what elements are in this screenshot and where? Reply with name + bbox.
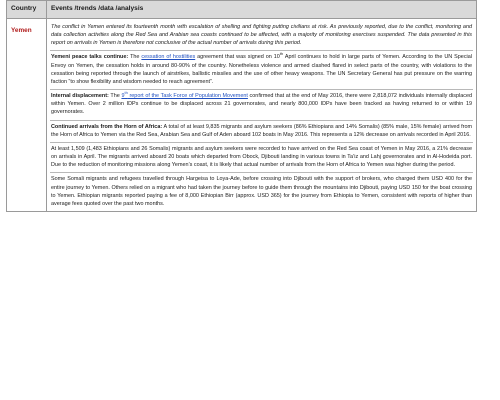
peace-text-3: April continues to hold in large parts of Yemen. According to the UN Special Envoy on Yemen, the cessation holds in around 80-90% of the country. Nonetheless violence and armed clashed flared in select parts of the country, with violations to the cessation being reported through the launch of airstrikes, ballistic missiles and the use of other heavy weapons. The UN Secretary General has put pressure on the warring faction “to show flexibility and wisdom needed to reach agreement”. bbox=[51, 54, 472, 85]
task-force-link-superscript: th bbox=[124, 90, 128, 96]
peace-talks-paragraph bbox=[50, 51, 473, 90]
country-name: Yemen bbox=[7, 19, 47, 212]
intro-paragraph: The conflict in Yemen entered its fourteenth month with escalation of shelling and fighting putting civilians at risk. As previously reported, due to the conflict, monitoring and data collection activities along the Red Sea and Arabian sea coasts continued to be affected, with a majority of monitoring exercises suspended. The data presented in this report on arrivals in Yemen is therefore not conclusive of the actual number of arrivals during this period. bbox=[50, 21, 473, 51]
table-header-row bbox=[7, 1, 477, 19]
table-row bbox=[7, 19, 477, 212]
peace-talks-heading: Yemeni peace talks continue: bbox=[51, 54, 129, 61]
events-column-header: Events /trends /data /analysis bbox=[47, 1, 477, 19]
peace-text-2: agreement that was signed on 10 bbox=[195, 54, 280, 61]
country-column-header: Country bbox=[7, 1, 47, 19]
events-cell bbox=[47, 19, 477, 212]
task-force-link-number: 9 bbox=[121, 93, 125, 100]
cessation-of-hostilities-link[interactable]: cessation of hostilities bbox=[141, 54, 196, 61]
displacement-heading: Internal displacement: bbox=[51, 93, 109, 100]
displacement-text-2: confirmed that at the end of May 2016, there were 2,818,072 individuals internally displaced within Yemen. Over 2 million IDPs continue to be displaced across 21 governorates, and nearly 800,000 IDPs have been tracked as having returned to or within 19 governorates. bbox=[51, 93, 473, 116]
displacement-paragraph bbox=[50, 90, 473, 120]
red-sea-paragraph: At least 1,509 (1,483 Ethiopians and 26 Somalis) migrants and asylum seekers were recorded to have arrived on the Red Sea coast of Yemen in May 2016, a 21% decrease on arrivals in April. The migrants arrived aboard 20 boats which departed from Obock, Djibouti landing in various towns in Ta’iz and Lahj governorates and in Al-Hodeida port. Due to the reduction of monitoring missions along Yemen’s coast, it is likely that actual number of arrivals from the Horn of Africa to Yemen was higher during the period. bbox=[50, 143, 473, 173]
task-force-report-link[interactable] bbox=[121, 90, 248, 100]
task-force-link-text: report of the Task Force of Population Movement bbox=[127, 93, 248, 100]
peace-text-1: The bbox=[128, 54, 142, 61]
arrivals-text: A total of at least 9,835 migrants and asylum seekers (86% Ethiopians and 14% Somalis) (85% male, 15% female) arrived from the Horn of Africa to Yemen via the Red Sea, Arabian Sea and Gulf of Aden aboard 102 boats in May 2016. This represents a 12% decrease on arrivals recorded in April 2016. bbox=[51, 123, 472, 138]
displacement-text-1: The bbox=[108, 93, 122, 100]
report-table bbox=[6, 0, 477, 212]
somali-migrants-paragraph: Some Somali migrants and refugees travelled through Hargeisa to Loya-Ade, before crossing into Djibouti with the support of brokers, who charged them USD 400 for the entire journey to Yemen. Others relied on a migrant who had taken the journey before to guide them through the mountains into Djibouti, paying USD 150 for the boat crossing to Yemen. Ethiopian migrants reported paying a fee of 8,000 Ethiopian Birr (approx. USD 365) for the journey from Ethiopia to Yemen, consistent with reports of higher than average fees quoted over the past two months. bbox=[51, 176, 472, 207]
arrivals-heading: Continued arrivals from the Horn of Africa: bbox=[51, 123, 163, 130]
arrivals-paragraph bbox=[50, 121, 473, 143]
peace-superscript: th bbox=[279, 51, 284, 57]
